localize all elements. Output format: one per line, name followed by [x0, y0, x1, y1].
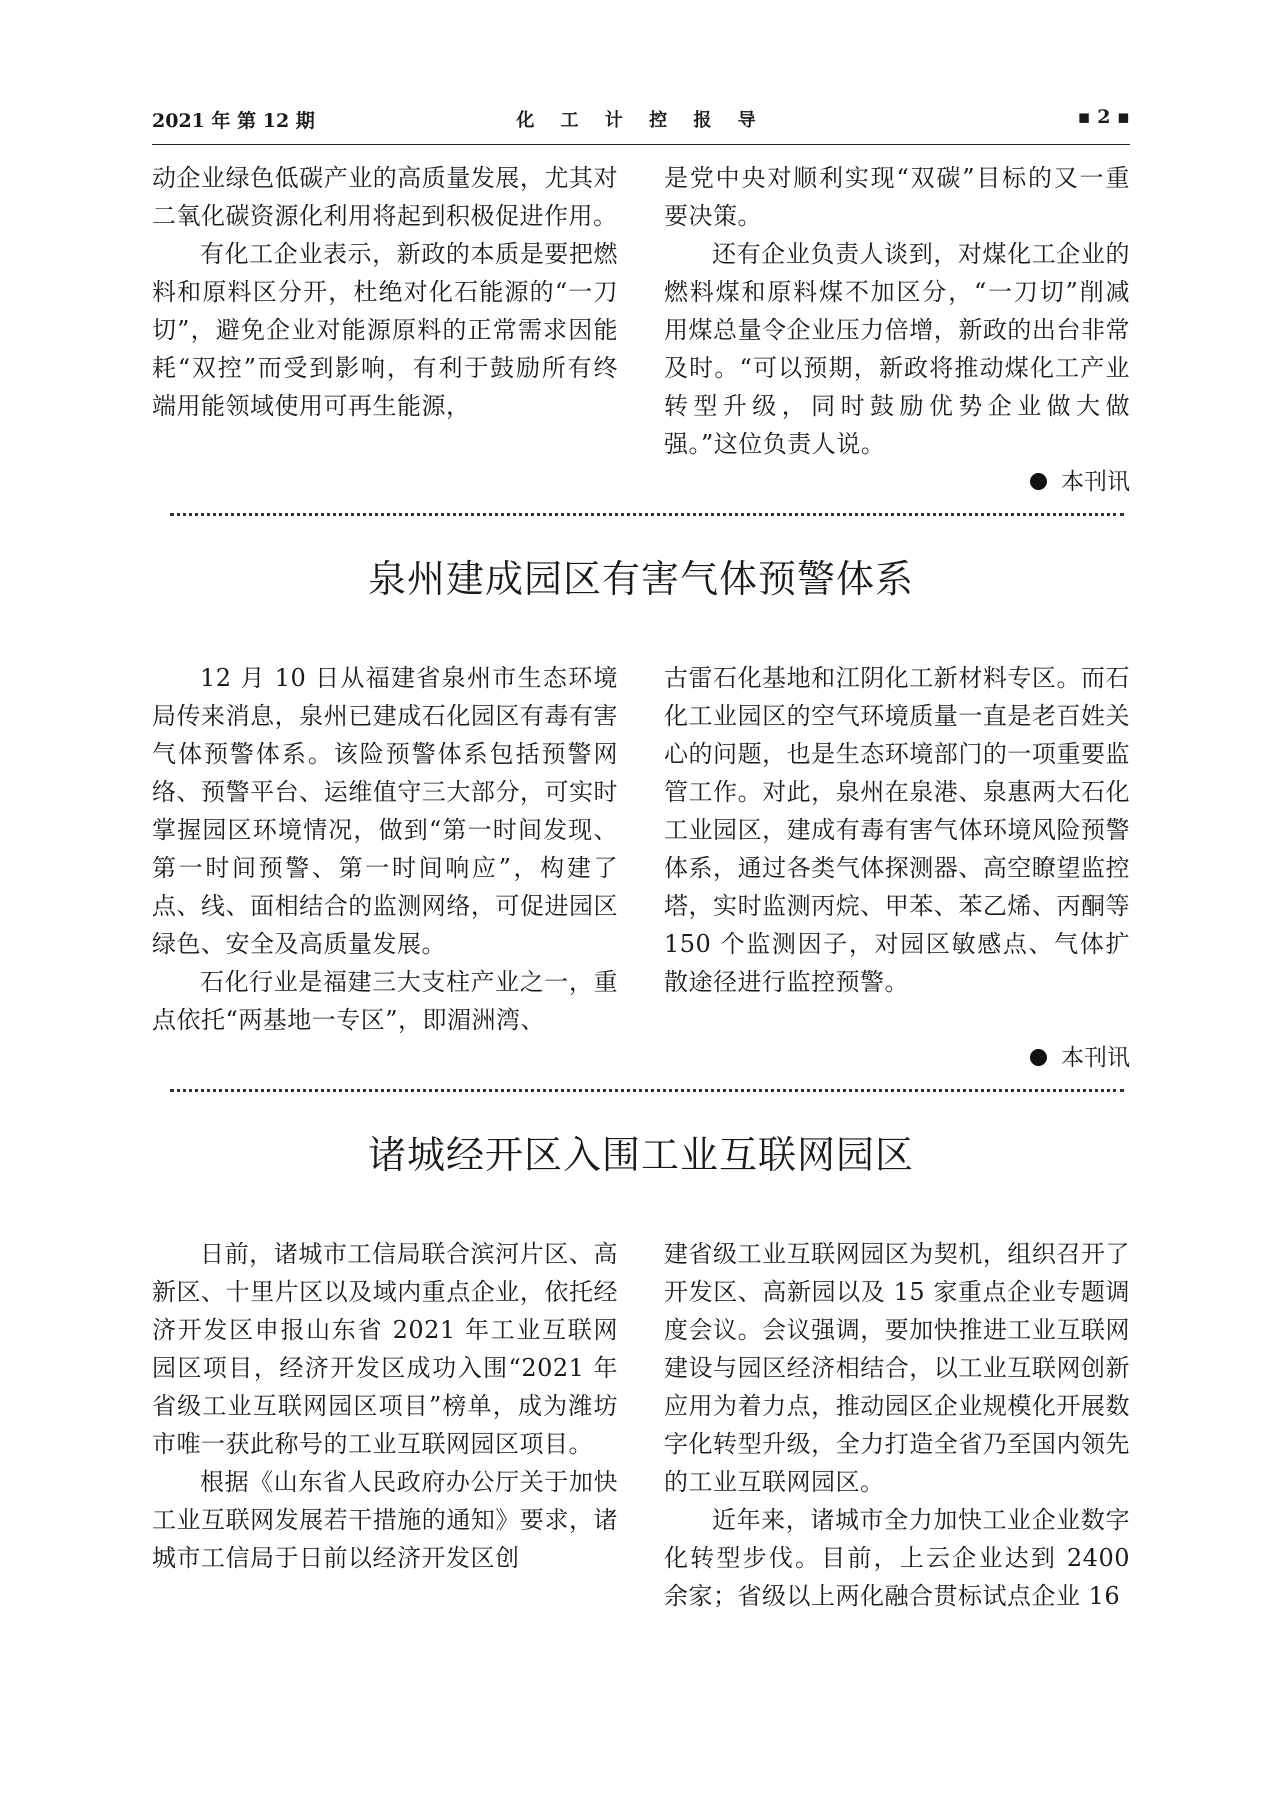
article-title: 泉州建成园区有害气体预警体系: [367, 557, 914, 601]
paragraph: 日前，诸城市工信局联合滨河片区、高新区、十里片区以及域内重点企业，依托经济开发区申报山东省 2021 年工业互联网园区项目，经济开发区成功入围“2021 年省级工业互联网园区项目”榜单，成为潍坊市唯一获此称号的工业互联网园区项目。: [152, 1240, 618, 1458]
bullet-icon: [1030, 1049, 1047, 1066]
paragraph: 近年来，诸城市全力加快工业企业数字化转型步伐。目前，上云企业达到 2400 余家；省级以上两化融合贯标试点企业 16: [664, 1506, 1130, 1610]
article-credit: [152, 1039, 1130, 1077]
document-page: [152, 100, 1130, 1615]
paragraph: 12 月 10 日从福建省泉州市生态环境局传来消息，泉州已建成石化园区有毒有害气体预警体系。该险预警体系包括预警网络、预警平台、运维值守三大部分，可实时掌握园区环境情况，做到“第一时间发现、第一时间预警、第一时间响应”，构建了点、线、面相结合的监测网络，可促进园区绿色、安全及高质量发展。: [152, 664, 618, 958]
bullet-icon: [1030, 473, 1047, 490]
paragraph: 动企业绿色低碳产业的高质量发展，尤其对二氧化碳资源化利用将起到积极促进作用。: [152, 164, 618, 230]
paragraph: 古雷石化基地和江阴化工新材料专区。而石化工业园区的空气环境质量一直是老百姓关心的问题，也是生态环境部门的一项重要监管工作。对此，泉州在泉港、泉惠两大石化工业园区，建成有毒有害气体环境风险预警体系，通过各类气体探测器、高空瞭望监控塔，实时监测丙烷、甲苯、苯乙烯、丙酮等 150 个监测因子，对园区敏感点、气体扩散途径进行监控预警。: [664, 664, 1130, 996]
dotted-divider: [170, 513, 1124, 516]
paragraph: 还有企业负责人谈到，对煤化工企业的燃料煤和原料煤不加区分，“一刀切”削减用煤总量令企业压力倍增，新政的出台非常及时。“可以预期，新政将推动煤化工产业转型升级，同时鼓励优势企业做大做强。”这位负责人说。: [664, 240, 1130, 458]
right-column: [664, 659, 1130, 1039]
article-zhucheng: [152, 1124, 1130, 1615]
credit-text: 本刊讯: [1061, 469, 1130, 495]
journal-name: 化 工 计 控 报 导: [516, 110, 766, 131]
running-header: [152, 100, 1130, 145]
paragraph: 石化行业是福建三大支柱产业之一，重点依托“两基地一专区”，即湄洲湾、: [152, 968, 618, 1034]
right-column: [664, 1235, 1130, 1615]
paragraph: 建省级工业互联网园区为契机，组织召开了开发区、高新园以及 15 家重点企业专题调度会议。会议强调，要加快推进工业互联网建设与园区经济相结合，以工业互联网创新应用为着力点，推动园区企业规模化开展数字化转型升级，全力打造全省乃至国内领先的工业互联网园区。: [664, 1240, 1130, 1496]
article-quanzhou: [152, 548, 1130, 1092]
right-column: [664, 159, 1130, 463]
left-column: [152, 159, 618, 463]
left-column: [152, 659, 618, 1039]
article-title: 诸城经开区入围工业互联网园区: [367, 1133, 914, 1177]
article-continued: [152, 159, 1130, 516]
article-credit: [152, 463, 1130, 501]
paragraph: 根据《山东省人民政府办公厅关于加快工业互联网发展若干措施的通知》要求，诸城市工信局于日前以经济开发区创: [152, 1468, 618, 1572]
dotted-divider: [170, 1089, 1124, 1092]
page-number: ▪ 2 ▪: [1077, 106, 1130, 128]
issue-label: 2021 年 第 12 期: [152, 110, 315, 132]
paragraph: 是党中央对顺利实现“双碳”目标的又一重要决策。: [664, 164, 1130, 230]
credit-text: 本刊讯: [1061, 1045, 1130, 1071]
paragraph: 有化工企业表示，新政的本质是要把燃料和原料区分开，杜绝对化石能源的“一刀切”，避免企业对能源原料的正常需求因能耗“双控”而受到影响，有利于鼓励所有终端用能领域使用可再生能源，: [152, 240, 618, 420]
left-column: [152, 1235, 618, 1615]
